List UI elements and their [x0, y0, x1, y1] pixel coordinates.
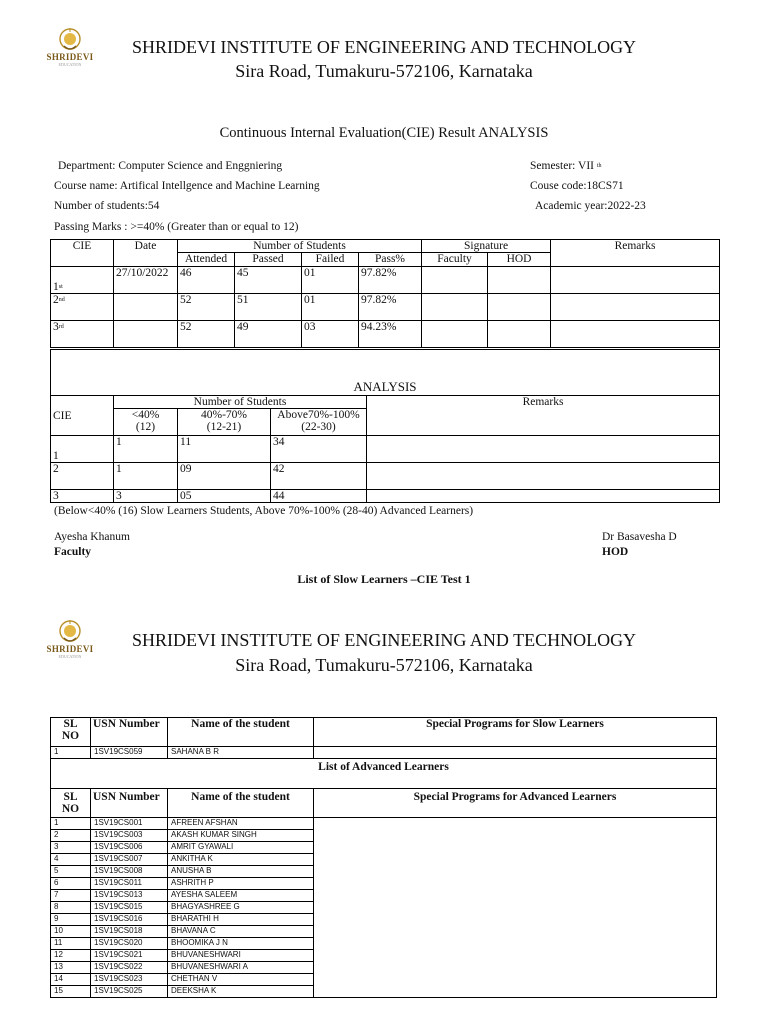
range-40-70-cell: 09: [178, 463, 271, 490]
sl-cell: 10: [51, 926, 91, 938]
passed-cell: 51: [235, 294, 302, 321]
student-name-cell: BHOOMIKA J N: [168, 938, 314, 950]
sl-cell: 14: [51, 974, 91, 986]
sl-cell: 11: [51, 938, 91, 950]
sl-cell: 6: [51, 878, 91, 890]
header-student-name: Name of the student: [168, 718, 314, 747]
failed-cell: 01: [302, 267, 359, 294]
above-70-cell: 34: [271, 436, 367, 463]
header-passed: Passed: [235, 253, 302, 267]
header-pass-percent: Pass%: [359, 253, 422, 267]
header-hod: HOD: [488, 253, 551, 267]
slow-learners-heading: List of Slow Learners –CIE Test 1: [297, 572, 471, 586]
usn-cell: 1SV19CS008: [91, 866, 168, 878]
attended-cell: 52: [178, 294, 235, 321]
analysis-header-remarks: Remarks: [367, 396, 720, 436]
sl-cell: 1: [51, 818, 91, 830]
usn-cell: 1SV19CS007: [91, 854, 168, 866]
cie-cell: 2: [51, 463, 114, 490]
analysis-header-above-70: Above70%-100% (22-30): [271, 409, 367, 436]
student-name-cell: AYESHA SALEEM: [168, 890, 314, 902]
date-cell: 27/10/2022: [114, 267, 178, 294]
attended-cell: 52: [178, 321, 235, 348]
institute-address: Sira Road, Tumakuru-572106, Karnataka: [235, 655, 533, 675]
student-name-cell: CHETHAN V: [168, 974, 314, 986]
sl-cell: 5: [51, 866, 91, 878]
faculty-label: Faculty: [54, 546, 92, 558]
logo-wordmark: SHRIDEVI: [46, 52, 94, 62]
institute-name: SHRIDEVI INSTITUTE OF ENGINEERING AND TECHNOLOGY: [131, 630, 637, 650]
analysis-header-40-70: 40%-70% (12-21): [178, 409, 271, 436]
header-sl-no: SL NO: [51, 789, 91, 818]
analysis-header-below-40: <40% (12): [114, 409, 178, 436]
table-row: [51, 267, 720, 294]
usn-cell: 1SV19CS023: [91, 974, 168, 986]
below-40-cell: 1: [114, 436, 178, 463]
header-remarks: Remarks: [551, 240, 720, 267]
sl-cell: 7: [51, 890, 91, 902]
passed-cell: 45: [235, 267, 302, 294]
advanced-programs-cell: [314, 818, 717, 998]
usn-cell: 1SV19CS025: [91, 986, 168, 998]
usn-cell: 1SV19CS016: [91, 914, 168, 926]
analysis-header-cie: CIE: [51, 396, 114, 436]
logo-tagline: EDUCATION: [58, 62, 82, 67]
usn-cell: 1SV19CS013: [91, 890, 168, 902]
pass-percent-cell: 97.82%: [359, 267, 422, 294]
number-of-students: Number of students:54: [54, 200, 160, 212]
sl-cell: 8: [51, 902, 91, 914]
cie-cell: 3: [51, 490, 114, 503]
hod-name: Dr Basavesha D: [602, 531, 677, 543]
usn-cell: 1SV19CS018: [91, 926, 168, 938]
header-date: Date: [114, 240, 178, 267]
header-signature: Signature: [422, 240, 551, 253]
failed-cell: 03: [302, 321, 359, 348]
usn-cell: 1SV19CS059: [91, 747, 168, 759]
header-usn: USN Number: [91, 789, 168, 818]
header-attended: Attended: [178, 253, 235, 267]
usn-cell: 1SV19CS011: [91, 878, 168, 890]
student-name-cell: AMRIT GYAWALI: [168, 842, 314, 854]
academic-year: Academic year:2022-23: [535, 200, 646, 212]
header-slow-programs: Special Programs for Slow Learners: [314, 718, 717, 747]
student-name-cell: SAHANA B R: [168, 747, 314, 759]
faculty-name: Ayesha Khanum: [54, 531, 130, 543]
semester: Semester: VII $^{th}$: [530, 160, 602, 172]
sl-cell: 1: [51, 747, 91, 759]
student-name-cell: BHARATHI H: [168, 914, 314, 926]
usn-cell: 1SV19CS001: [91, 818, 168, 830]
result-table: [50, 239, 720, 348]
usn-cell: 1SV19CS022: [91, 962, 168, 974]
cie-cell: 1: [51, 436, 114, 463]
usn-cell: 1SV19CS021: [91, 950, 168, 962]
student-name-cell: AFREEN AFSHAN: [168, 818, 314, 830]
institute-name: SHRIDEVI INSTITUTE OF ENGINEERING AND TECHNOLOGY: [131, 37, 637, 57]
failed-cell: 01: [302, 294, 359, 321]
pass-percent-cell: 97.82%: [359, 294, 422, 321]
advanced-learners-rows: [51, 818, 717, 998]
cie-cell: 3rd: [51, 321, 114, 348]
student-name-cell: BHUVANESHWARI: [168, 950, 314, 962]
table-row: [51, 321, 720, 348]
passing-marks: Passing Marks : >=40% (Greater than or equal to 12): [54, 221, 299, 233]
below-40-cell: 1: [114, 463, 178, 490]
advanced-learners-heading: List of Advanced Learners: [51, 759, 717, 789]
analysis-note: (Below<40% (16) Slow Learners Students, Above 70%-100% (28-40) Advanced Learners): [54, 505, 474, 517]
sl-cell: 3: [51, 842, 91, 854]
student-name-cell: ANKITHA K: [168, 854, 314, 866]
student-name-cell: BHUVANESHWARI A: [168, 962, 314, 974]
student-name-cell: BHAVANA C: [168, 926, 314, 938]
course-name: Course name: Artifical Intellgence and Machine Learning: [54, 180, 320, 192]
student-name-cell: AKASH KUMAR SINGH: [168, 830, 314, 842]
sl-cell: 15: [51, 986, 91, 998]
cie-cell: 1st: [51, 267, 114, 294]
range-40-70-cell: 05: [178, 490, 271, 503]
sl-cell: 12: [51, 950, 91, 962]
student-name-cell: BHAGYASHREE G: [168, 902, 314, 914]
analysis-title: ANALYSIS: [51, 350, 720, 396]
header-sl-no: SL NO: [51, 718, 91, 747]
above-70-cell: 42: [271, 463, 367, 490]
learners-table: [50, 717, 717, 998]
range-40-70-cell: 11: [178, 436, 271, 463]
header-student-name: Name of the student: [168, 789, 314, 818]
header-failed: Failed: [302, 253, 359, 267]
attended-cell: 46: [178, 267, 235, 294]
logo-wordmark: SHRIDEVI: [46, 644, 94, 654]
table-row: [51, 463, 720, 490]
sl-cell: 13: [51, 962, 91, 974]
header-advanced-programs: Special Programs for Advanced Learners: [314, 789, 717, 818]
student-name-cell: ASHRITH P: [168, 878, 314, 890]
hod-label: HOD: [602, 546, 629, 558]
report-title: Continuous Internal Evaluation(CIE) Result ANALYSIS: [219, 125, 549, 141]
sl-cell: 4: [51, 854, 91, 866]
analysis-header-number-of-students: Number of Students: [114, 396, 367, 409]
usn-cell: 1SV19CS003: [91, 830, 168, 842]
below-40-cell: 3: [114, 490, 178, 503]
header-usn: USN Number: [91, 718, 168, 747]
table-row: [51, 490, 720, 503]
usn-cell: 1SV19CS006: [91, 842, 168, 854]
table-row: [51, 436, 720, 463]
usn-cell: 1SV19CS020: [91, 938, 168, 950]
header-cie: CIE: [51, 240, 114, 267]
pass-percent-cell: 94.23%: [359, 321, 422, 348]
sl-cell: 9: [51, 914, 91, 926]
table-row: [51, 818, 717, 830]
usn-cell: 1SV19CS015: [91, 902, 168, 914]
cie-cell: 2nd: [51, 294, 114, 321]
table-row: [51, 294, 720, 321]
analysis-table: [50, 349, 720, 503]
course-code: Couse code:18CS71: [530, 180, 624, 192]
above-70-cell: 44: [271, 490, 367, 503]
department: Department: Computer Science and Enggniering: [58, 160, 283, 172]
table-row: [51, 747, 717, 759]
sl-cell: 2: [51, 830, 91, 842]
passed-cell: 49: [235, 321, 302, 348]
student-name-cell: DEEKSHA K: [168, 986, 314, 998]
student-name-cell: ANUSHA B: [168, 866, 314, 878]
header-faculty: Faculty: [422, 253, 488, 267]
header-number-of-students: Number of Students: [178, 240, 422, 253]
logo-tagline: EDUCATION: [58, 654, 82, 659]
date-cell: [114, 321, 178, 348]
institute-address: Sira Road, Tumakuru-572106, Karnataka: [235, 61, 533, 81]
date-cell: [114, 294, 178, 321]
